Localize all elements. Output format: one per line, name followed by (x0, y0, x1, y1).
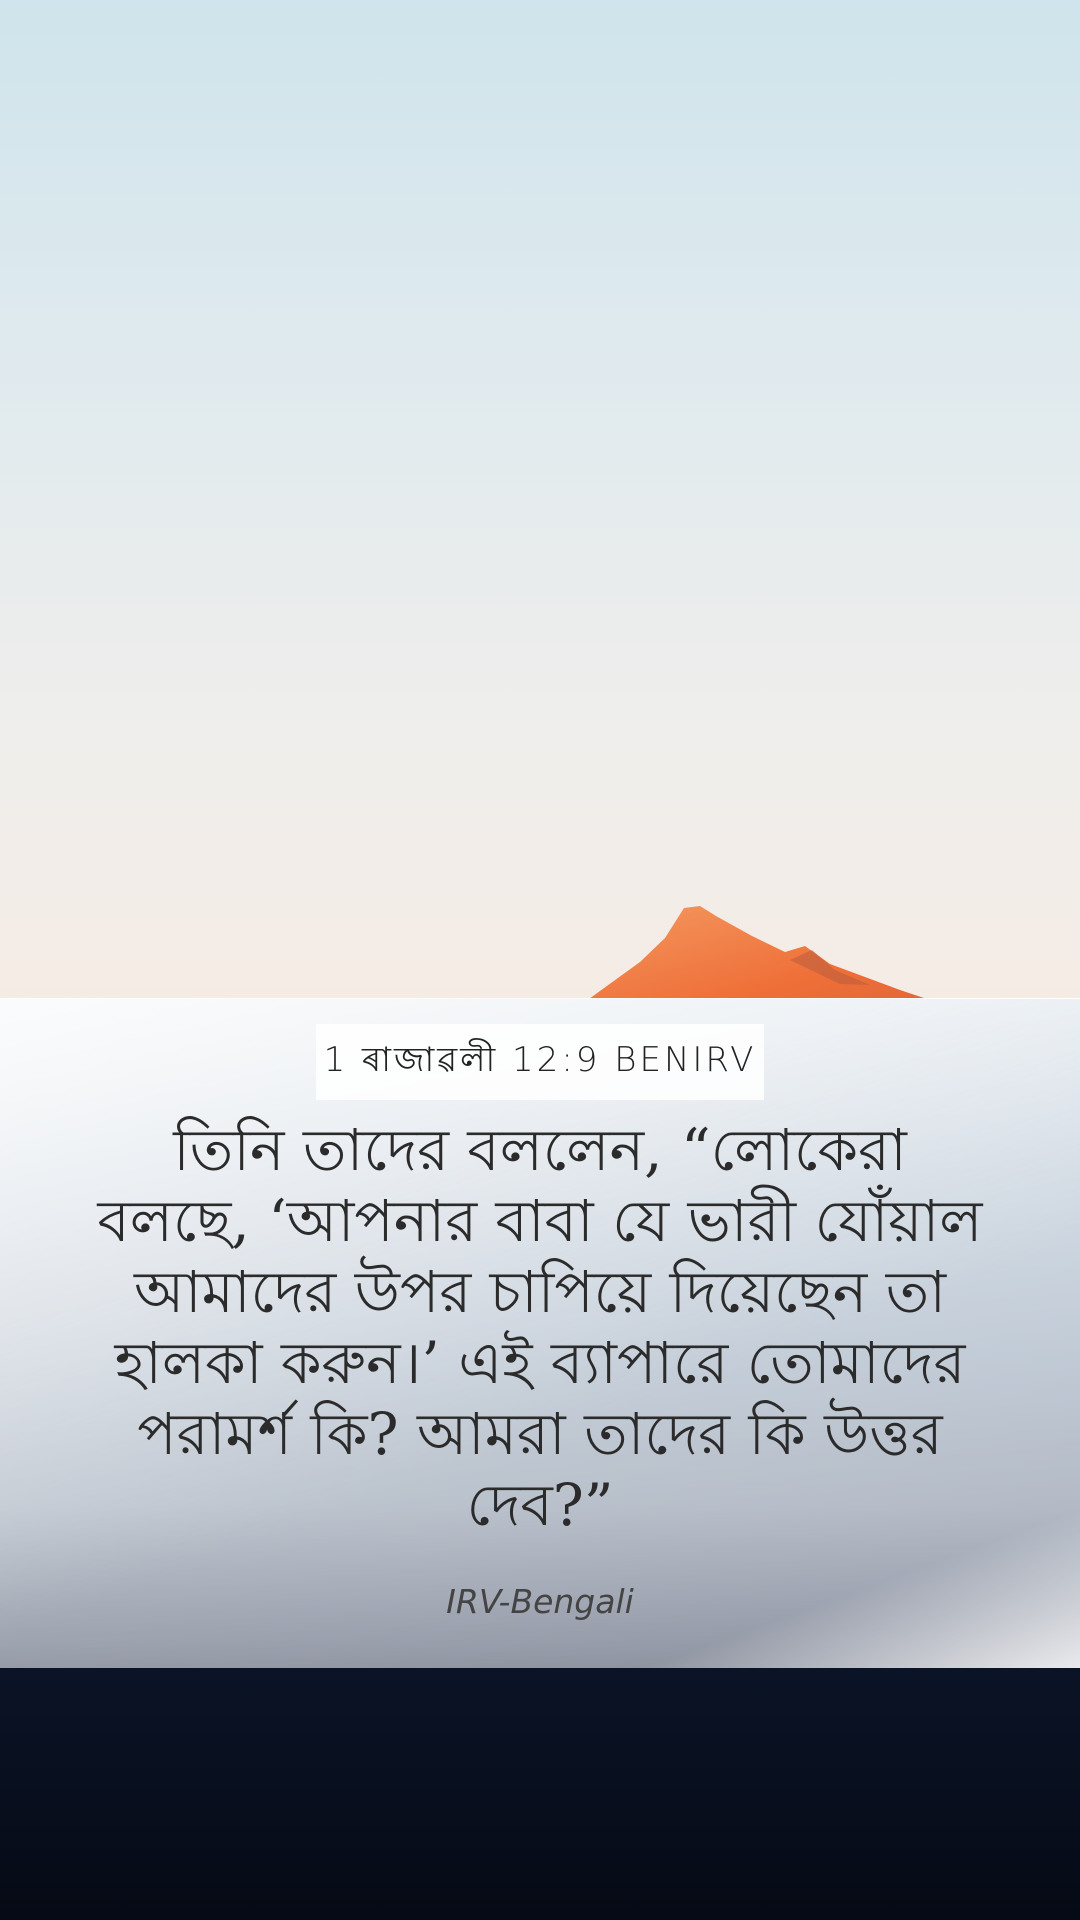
verse-reference: 1 ৰাজাৱলী 12:9 BENIRV (323, 1039, 757, 1080)
verse-text: তিনি তাদের বললেন, “লোকেরা বলছে, ‘আপনার বাবা যে ভারী যোঁয়াল আমাদের উপর চাপিয়ে দিয়েছেন তা হালকা করুন।’ এই ব্যাপারে তোমাদের পরামর্শ কি? আমরা তাদের কি উত্তর দেব?” (97, 1116, 983, 1539)
version-label: IRV-Bengali (446, 1582, 634, 1621)
reference-badge (316, 1024, 764, 1100)
dark-footer-area (0, 1668, 1080, 1920)
